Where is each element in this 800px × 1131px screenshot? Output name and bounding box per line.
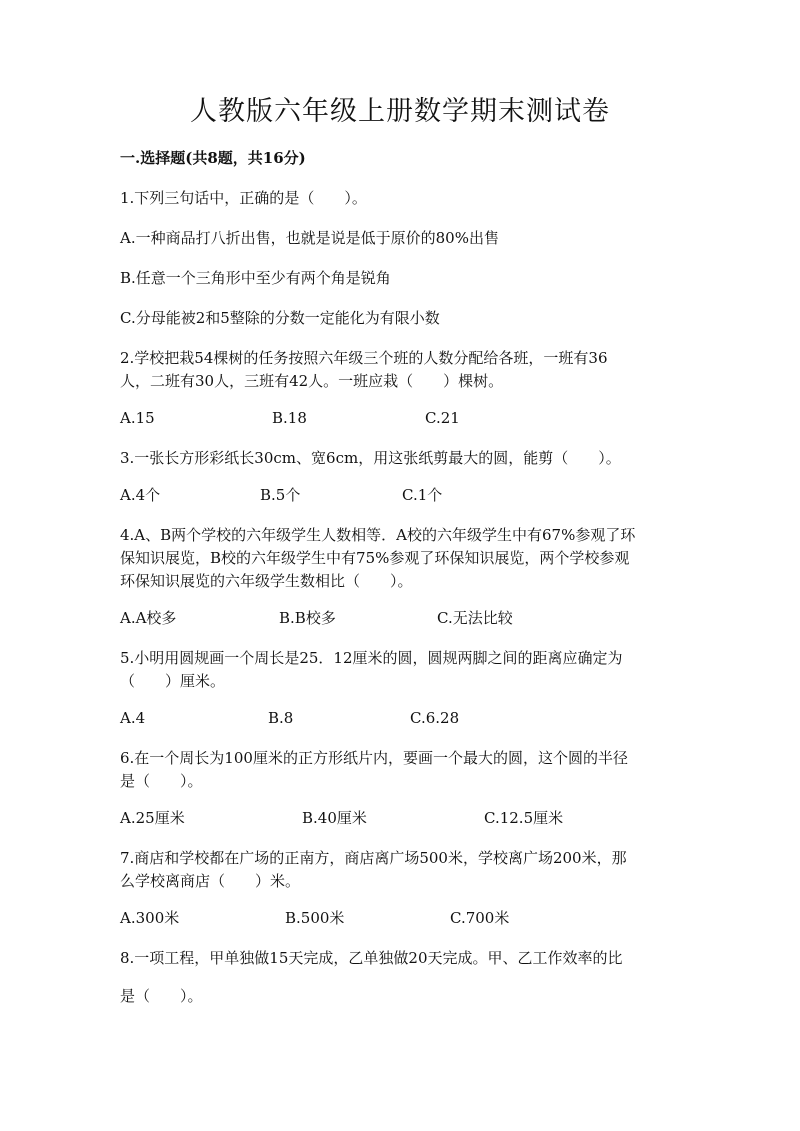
question-5-options: [120, 706, 675, 730]
question-7-stem-line-1: 7.商店和学校都在广场的正南方，商店离广场500米，学校离广场200米，那: [120, 849, 627, 867]
question-1-option-a: A.一种商品打八折出售，也就是说是低于原价的80%出售: [120, 229, 499, 247]
page-title: 人教版六年级上册数学期末测试卷: [190, 96, 610, 127]
question-2-stem-line-2: 人，二班有30人，三班有42人。一班应栽（ ）棵树。: [120, 372, 504, 390]
question-4-option-c: C.无法比较: [437, 609, 513, 627]
question-4-option-b: B.B校多: [279, 609, 336, 627]
section-heading: 一.选择题(共8题，共16分): [120, 149, 306, 167]
question-3-option-b: B.5个: [260, 486, 301, 504]
question-6-stem-line-2: 是（ ）。: [120, 772, 203, 790]
question-7-option-c: C.700米: [450, 909, 510, 927]
question-4-options: [120, 606, 675, 630]
question-6-stem-line-1: 6.在一个周长为100厘米的正方形纸片内，要画一个最大的圆，这个圆的半径: [120, 749, 628, 767]
question-6-option-b: B.40厘米: [302, 809, 367, 827]
question-2-option-b: B.18: [272, 409, 307, 427]
question-8-stem-line-1: 8.一项工程，甲单独做15天完成，乙单独做20天完成。甲、乙工作效率的比: [120, 949, 623, 967]
question-3-stem: 3.一张长方形彩纸长30cm、宽6cm，用这张纸剪最大的圆，能剪（ ）。: [120, 449, 621, 467]
question-4-stem-line-2: 保知识展览，B校的六年级学生中有75%参观了环保知识展览，两个学校参观: [120, 549, 630, 567]
question-4-stem-line-3: 环保知识展览的六年级学生数相比（ ）。: [120, 572, 413, 590]
question-6-option-c: C.12.5厘米: [484, 809, 564, 827]
question-7-options: [120, 906, 675, 930]
question-2-options: [120, 406, 675, 430]
question-7-stem-line-2: 么学校离商店（ ）米。: [120, 872, 301, 890]
question-1-stem: 1.下列三句话中，正确的是（ ）。: [120, 189, 367, 207]
question-7-option-b: B.500米: [285, 909, 345, 927]
question-4-option-a: A.A校多: [120, 609, 177, 627]
question-1-option-b: B.任意一个三角形中至少有两个角是锐角: [120, 269, 391, 287]
question-2-option-a: A.15: [120, 409, 155, 427]
question-2-option-c: C.21: [425, 409, 460, 427]
question-6-option-a: A.25厘米: [120, 809, 185, 827]
question-5-option-b: B.8: [268, 709, 294, 727]
question-8-stem-line-2: 是（ ）。: [120, 987, 203, 1005]
question-3-options: [120, 483, 675, 507]
question-5-stem-line-2: （ ）厘米。: [120, 672, 226, 690]
question-5-option-a: A.4: [120, 709, 146, 727]
question-6-options: [120, 806, 675, 830]
question-7-option-a: A.300米: [120, 909, 180, 927]
question-5-stem-line-1: 5.小明用圆规画一个周长是25．12厘米的圆，圆规两脚之间的距离应确定为: [120, 649, 623, 667]
question-1-option-c: C.分母能被2和5整除的分数一定能化为有限小数: [120, 309, 440, 327]
question-3-option-c: C.1个: [402, 486, 443, 504]
question-3-option-a: A.4个: [120, 486, 161, 504]
question-2-stem-line-1: 2.学校把栽54棵树的任务按照六年级三个班的人数分配给各班，一班有36: [120, 349, 608, 367]
question-4-stem-line-1: 4.A、B两个学校的六年级学生人数相等．A校的六年级学生中有67%参观了环: [120, 526, 636, 544]
question-5-option-c: C.6.28: [410, 709, 460, 727]
